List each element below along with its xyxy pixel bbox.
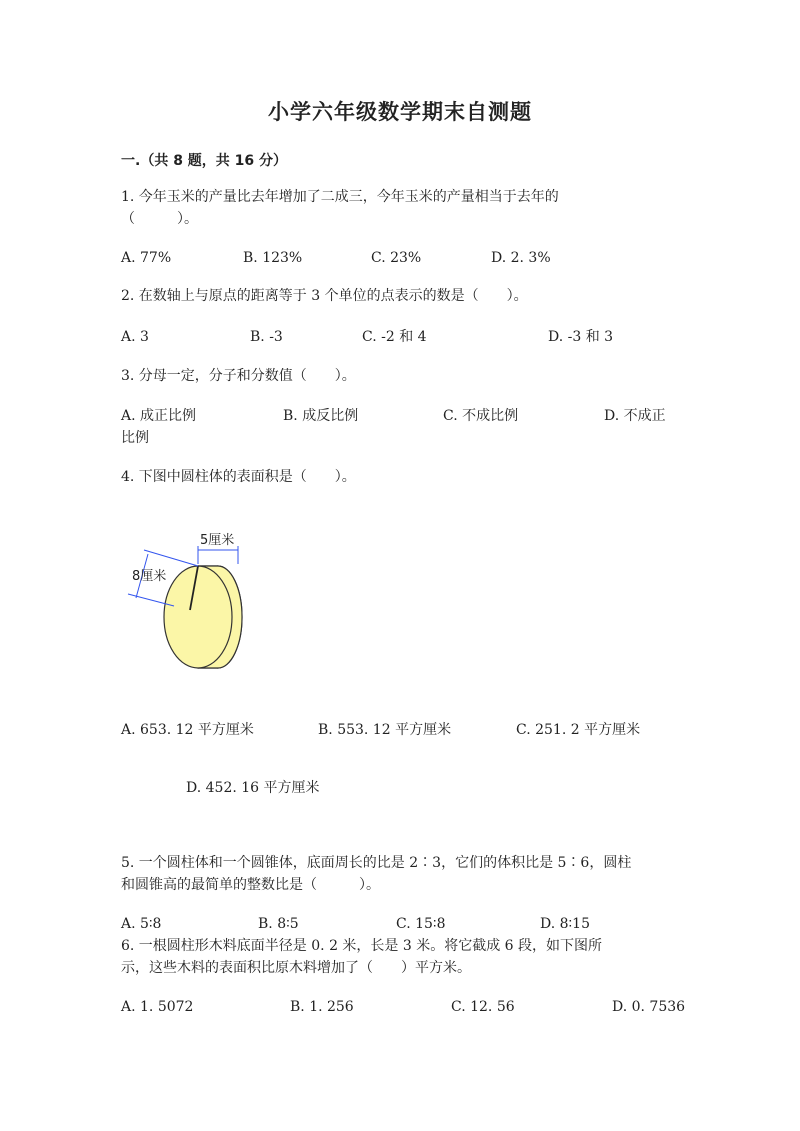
question-6-stem-line1: 6. 一根圆柱形木料底面半径是 0. 2 米，长是 3 米。将它截成 6 段，如下图所	[121, 938, 603, 954]
question-2-option-a[interactable]: A. 3	[121, 329, 149, 345]
cylinder-front-face	[164, 566, 232, 668]
question-6-option-b[interactable]: B. 1. 256	[290, 999, 354, 1015]
question-5-stem-line2: 和圆锥高的最简单的整数比是（ ）。	[121, 877, 380, 893]
question-1-option-b[interactable]: B. 123%	[243, 250, 303, 266]
question-1-option-a[interactable]: A. 77%	[121, 250, 172, 266]
question-3-stem: 3. 分母一定，分子和分数值（ ）。	[121, 368, 356, 384]
question-6-option-c[interactable]: C. 12. 56	[451, 999, 515, 1015]
question-5-stem-line1: 5. 一个圆柱体和一个圆锥体，底面周长的比是 2∶3，它们的体积比是 5∶6，圆柱	[121, 855, 632, 871]
question-4-option-b[interactable]: B. 553. 12 平方厘米	[318, 722, 452, 738]
question-4-option-a[interactable]: A. 653. 12 平方厘米	[121, 722, 254, 738]
side-dimension-tick-top	[144, 550, 198, 566]
question-1-stem-line1: 1. 今年玉米的产量比去年增加了二成三，今年玉米的产量相当于去年的	[121, 189, 559, 205]
question-6-stem	[121, 935, 681, 979]
question-1-option-d[interactable]: D. 2. 3%	[491, 250, 551, 266]
question-1-stem	[121, 186, 681, 230]
question-3-option-b[interactable]: B. 成反比例	[283, 408, 359, 424]
side-dimension-label: 8厘米	[132, 569, 167, 584]
question-5-option-c[interactable]: C. 15∶8	[396, 916, 446, 932]
question-2-stem: 2. 在数轴上与原点的距离等于 3 个单位的点表示的数是（ ）。	[121, 288, 528, 304]
question-4-stem: 4. 下图中圆柱体的表面积是（ ）。	[121, 469, 356, 485]
question-2-option-c[interactable]: C. -2 和 4	[362, 329, 427, 345]
question-1-option-c[interactable]: C. 23%	[371, 250, 422, 266]
question-1-stem-line2: （ ）。	[121, 211, 198, 227]
question-2-option-b[interactable]: B. -3	[250, 329, 283, 345]
question-5-option-a[interactable]: A. 5∶8	[121, 916, 162, 932]
question-3-option-c[interactable]: C. 不成比例	[443, 408, 519, 424]
question-6-stem-line2: 示，这些木料的表面积比原木料增加了（ ）平方米。	[121, 960, 471, 976]
section-heading: 一.（共 8 题，共 16 分）	[121, 153, 288, 169]
question-6-option-a[interactable]: A. 1. 5072	[121, 999, 194, 1015]
question-2-option-d[interactable]: D. -3 和 3	[548, 329, 614, 345]
question-3-option-d-wrap: 比例	[121, 430, 149, 446]
question-5-option-d[interactable]: D. 8∶15	[540, 916, 590, 932]
question-4-option-c[interactable]: C. 251. 2 平方厘米	[516, 722, 641, 738]
top-dimension-label: 5厘米	[200, 533, 235, 548]
page-title: 小学六年级数学期末自测题	[268, 100, 532, 124]
question-5-option-b[interactable]: B. 8∶5	[258, 916, 299, 932]
question-3-option-d[interactable]: D. 不成正	[604, 408, 666, 424]
cylinder-figure	[118, 528, 258, 678]
question-4-option-d[interactable]: D. 452. 16 平方厘米	[186, 780, 320, 796]
question-3-option-a[interactable]: A. 成正比例	[121, 408, 197, 424]
question-6-option-d[interactable]: D. 0. 7536	[612, 999, 686, 1015]
question-5-stem	[121, 852, 681, 896]
